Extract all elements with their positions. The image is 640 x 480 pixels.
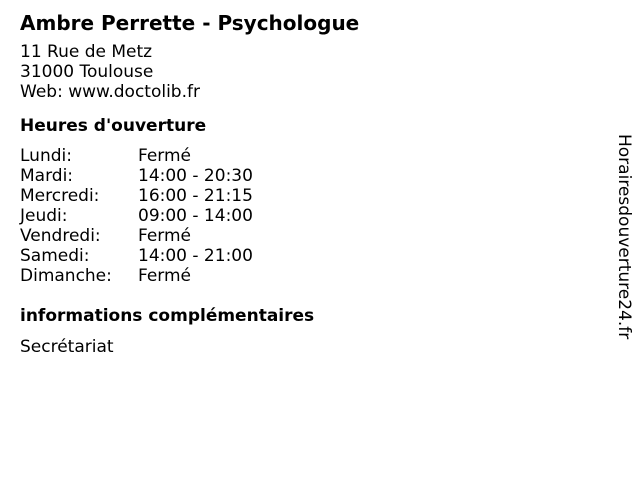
hours-row-wednesday xyxy=(20,186,580,206)
day-hours: Fermé xyxy=(138,226,192,246)
day-label: Samedi: xyxy=(20,246,90,266)
day-label: Mardi: xyxy=(20,166,74,186)
day-hours: Fermé xyxy=(138,266,192,286)
site-watermark: Horairesdouverture24.fr xyxy=(614,134,634,340)
page-title: Ambre Perrette - Psychologue xyxy=(20,11,360,35)
day-label: Dimanche: xyxy=(20,266,112,286)
day-label: Lundi: xyxy=(20,146,72,166)
day-hours: 14:00 - 20:30 xyxy=(138,166,253,186)
city-postcode: 31000 Toulouse xyxy=(20,62,154,82)
opening-hours-table xyxy=(20,146,580,286)
day-label: Jeudi: xyxy=(20,206,68,226)
day-hours: 14:00 - 21:00 xyxy=(138,246,253,266)
business-card xyxy=(20,10,580,357)
day-label: Mercredi: xyxy=(20,186,100,206)
day-hours: 09:00 - 14:00 xyxy=(138,206,253,226)
hours-row-saturday xyxy=(20,246,580,266)
additional-info-heading: informations complémentaires xyxy=(20,306,315,326)
hours-row-monday xyxy=(20,146,580,166)
street-address: 11 Rue de Metz xyxy=(20,42,153,62)
additional-info-text: Secrétariat xyxy=(20,337,114,357)
day-hours: 16:00 - 21:15 xyxy=(138,186,253,206)
day-hours: Fermé xyxy=(138,146,192,166)
hours-row-thursday xyxy=(20,206,580,226)
hours-row-sunday xyxy=(20,266,580,286)
hours-row-tuesday xyxy=(20,166,580,186)
address-block xyxy=(20,42,580,102)
day-label: Vendredi: xyxy=(20,226,101,246)
opening-hours-heading: Heures d'ouverture xyxy=(20,116,207,136)
hours-row-friday xyxy=(20,226,580,246)
website-text: Web: www.doctolib.fr xyxy=(20,82,200,102)
